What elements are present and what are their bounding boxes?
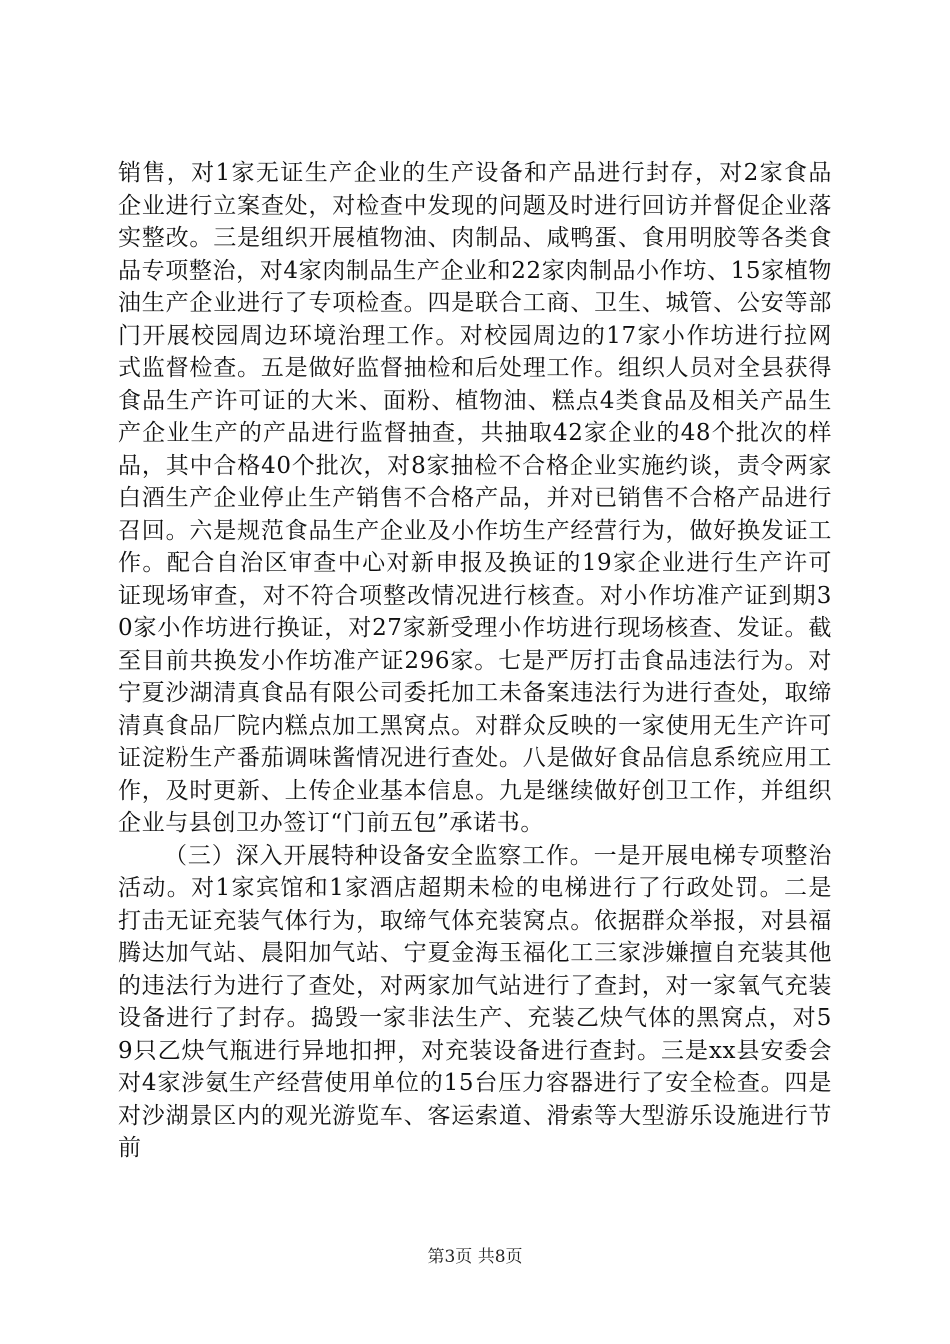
document-body: [118, 157, 832, 1165]
page-number: 第3页 共8页: [427, 1247, 523, 1267]
paragraph-special-equipment: （三）深入开展特种设备安全监察工作。一是开展电梯专项整治活动。对1家宾馆和1家酒店超期未检的电梯进行了行政处罚。二是打击无证充装气体行为，取缔气体充装窝点。依据群众举报，对县福腾达加气站、晨阳加气站、宁夏金海玉福化工三家涉嫌擅自充装其他的违法行为进行了查处，对两家加气站进行了查封，对一家氧气充装设备进行了封存。捣毁一家非法生产、充装乙炔气体的黑窝点，对59只乙炔气瓶进行异地扣押，对充装设备进行查封。三是xx县安委会对4家涉氨生产经营使用单位的15台压力容器进行了安全检查。四是对沙湖景区内的观光游览车、客运索道、滑索等大型游乐设施进行节前: [118, 842, 832, 1161]
paragraph-food-production: 销售，对1家无证生产企业的生产设备和产品进行封存，对2家食品企业进行立案查处，对检查中发现的问题及时进行回访并督促企业落实整改。三是组织开展植物油、肉制品、咸鸭蛋、食用明胶等各类食品专项整治，对4家肉制品生产企业和22家肉制品小作坊、15家植物油生产企业进行了专项检查。四是联合工商、卫生、城管、公安等部门开展校园周边环境治理工作。对校园周边的17家小作坊进行拉网式监督检查。五是做好监督抽检和后处理工作。组织人员对全县获得食品生产许可证的大米、面粉、植物油、糕点4类食品及相关产品生产企业生产的产品进行监督抽查，共抽取42家企业的48个批次的样品，其中合格40个批次，对8家抽检不合格企业实施约谈，责令两家白酒生产企业停止生产销售不合格产品，并对已销售不合格产品进行召回。六是规范食品生产企业及小作坊生产经营行为，做好换发证工作。配合自治区审查中心对新申报及换证的19家企业进行生产许可证现场审查，对不符合项整改情况进行核查。对小作坊准产证到期30家小作坊进行换证，对27家新受理小作坊进行现场核查、发证。截至目前共换发小作坊准产证296家。七是严厉打击食品违法行为。对宁夏沙湖清真食品有限公司委托加工未备案违法行为进行查处，取缔清真食品厂院内糕点加工黑窝点。对群众反映的一家使用无生产许可证淀粉生产番茄调味酱情况进行查处。八是做好食品信息系统应用工作，及时更新、上传企业基本信息。九是继续做好创卫工作，并组织企业与县创卫办签订“门前五包”承诺书。: [118, 160, 832, 836]
